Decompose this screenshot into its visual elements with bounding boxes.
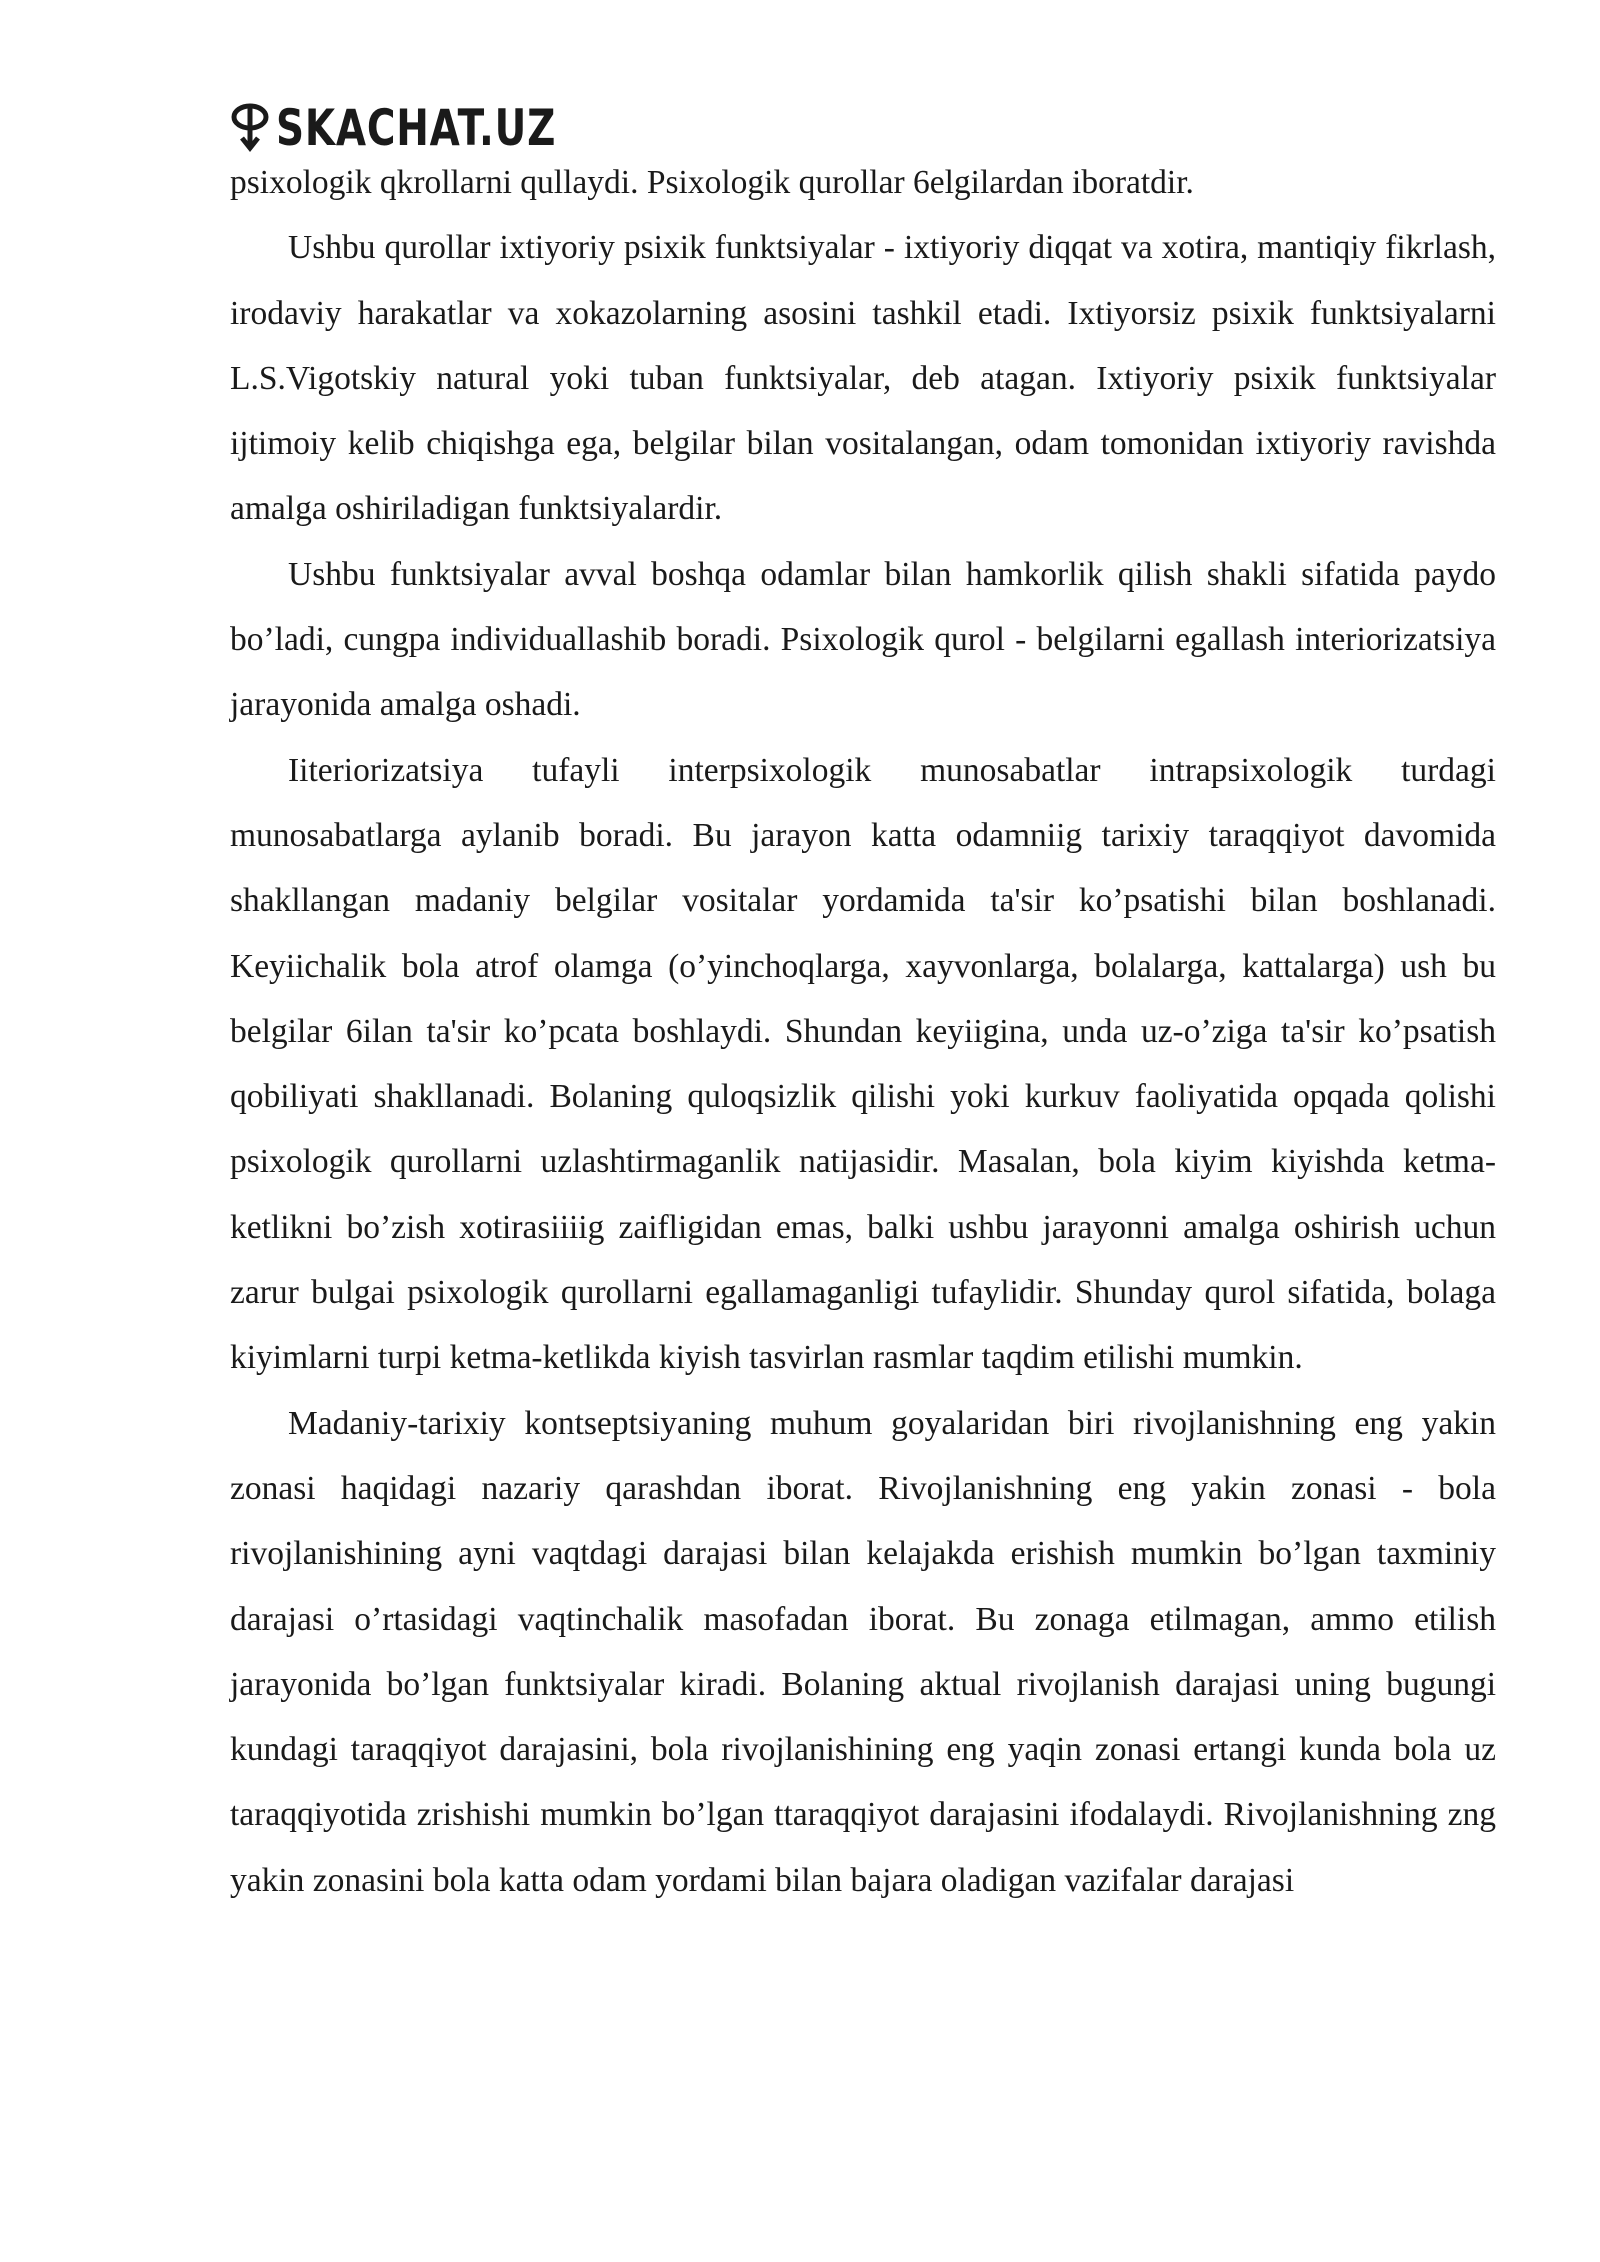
logo-text: SKACHAT.UZ [276,99,557,157]
paragraph-continuation: psixologik qkrollarni qullaydi. Psixologik qurollar 6elgilardan iboratdir. [230,164,1194,201]
paragraph: Ushbu qurollar ixtiyoriy psixik funktsiyalar - ixtiyoriy diqqat va xotira, mantiqiy fikrlash, irodaviy harakatlar va xokazolarning asosini tashkil etadi. Ixtiyorsiz psixik funktsiyalarni L.S.Vigotskiy natural yoki tuban funktsiyalar, deb atagan. Ixtiyoriy psixik funktsiyalar ijtimoiy kelib chiqishga ega, belgilar bilan vositalangan, odam tomonidan ixtiyoriy ravishda amalga oshiriladigan funktsiyalardir. [230,229,1496,528]
paragraph: Madaniy-tarixiy kontseptsiyaning muhum goyalaridan biri rivojlanishning eng yakin zonasi haqidagi nazariy qarashdan iborat. Rivojlanishning eng yakin zonasi - bola rivojlanishining ayni vaqtdagi darajasi bilan kelajakda erishish mumkin bo’lgan taxminiy darajasi o’rtasidagi vaqtinchalik masofadan iborat. Bu zonaga etilmagan, ammo etilish jarayonida bo’lgan funktsiyalar kiradi. Bolaning aktual rivojlanish darajasi uning bugungi kundagi taraqqiyot darajasini, bola rivojlanishining eng yaqin zonasi ertangi kunda bola uz taraqqiyotida zrishishi mumkin bo’lgan ttaraqqiyot darajasini ifodalaydi. Rivojlanishning zng yakin zonasini bola katta odam yordami bilan bajara oladigan vazifalar darajasi [230,1404,1496,1899]
paragraph: Ushbu funktsiyalar avval boshqa odamlar bilan hamkorlik qilish shakli sifatida paydo bo’ladi, cungpa individuallashib boradi. Psixologik qurol - belgilarni egallash interiorizatsiya jarayonida amalga oshadi. [230,555,1496,724]
paragraph: Iiteriorizatsiya tufayli interpsixologik munosabatlar intrapsixologik turdagi munosabatlarga aylanib boradi. Bu jarayon katta odamniig tarixiy taraqqiyot davomida shakllangan madaniy belgilar vositalar yordamida ta'sir ko’psatishi bilan boshlanadi. Keyiichalik bola atrof olamga (o’yinchoqlarga, xayvonlarga, bolalarga, kattalarga) ush bu belgilar 6ilan ta'sir ko’pcata boshlaydi. Shundan keyiigina, unda uz-o’ziga ta'sir ko’psatish qobiliyati shakllanadi. Bolaning quloqsizlik qilishi yoki kurkuv faoliyatida opqada qolishi psixologik qurollarni uzlashtirmaganlik natijasidir. Masalan, bola kiyim kiyishda ketma-ketlikni bo’zish xotirasiiiig zaifligidan emas, balki ushbu jarayonni amalga oshirish uchun zarur bulgai psixologik qurollarni egallamaganligi tufaylidir. Shunday qurol sifatida, bolaga kiyimlarni turpi ketma-ketlikda kiyish tasvirlan rasmlar taqdim etilishi mumkin. [230,751,1496,1377]
skachat-logo-icon [230,102,270,154]
body-text [230,150,1496,1913]
